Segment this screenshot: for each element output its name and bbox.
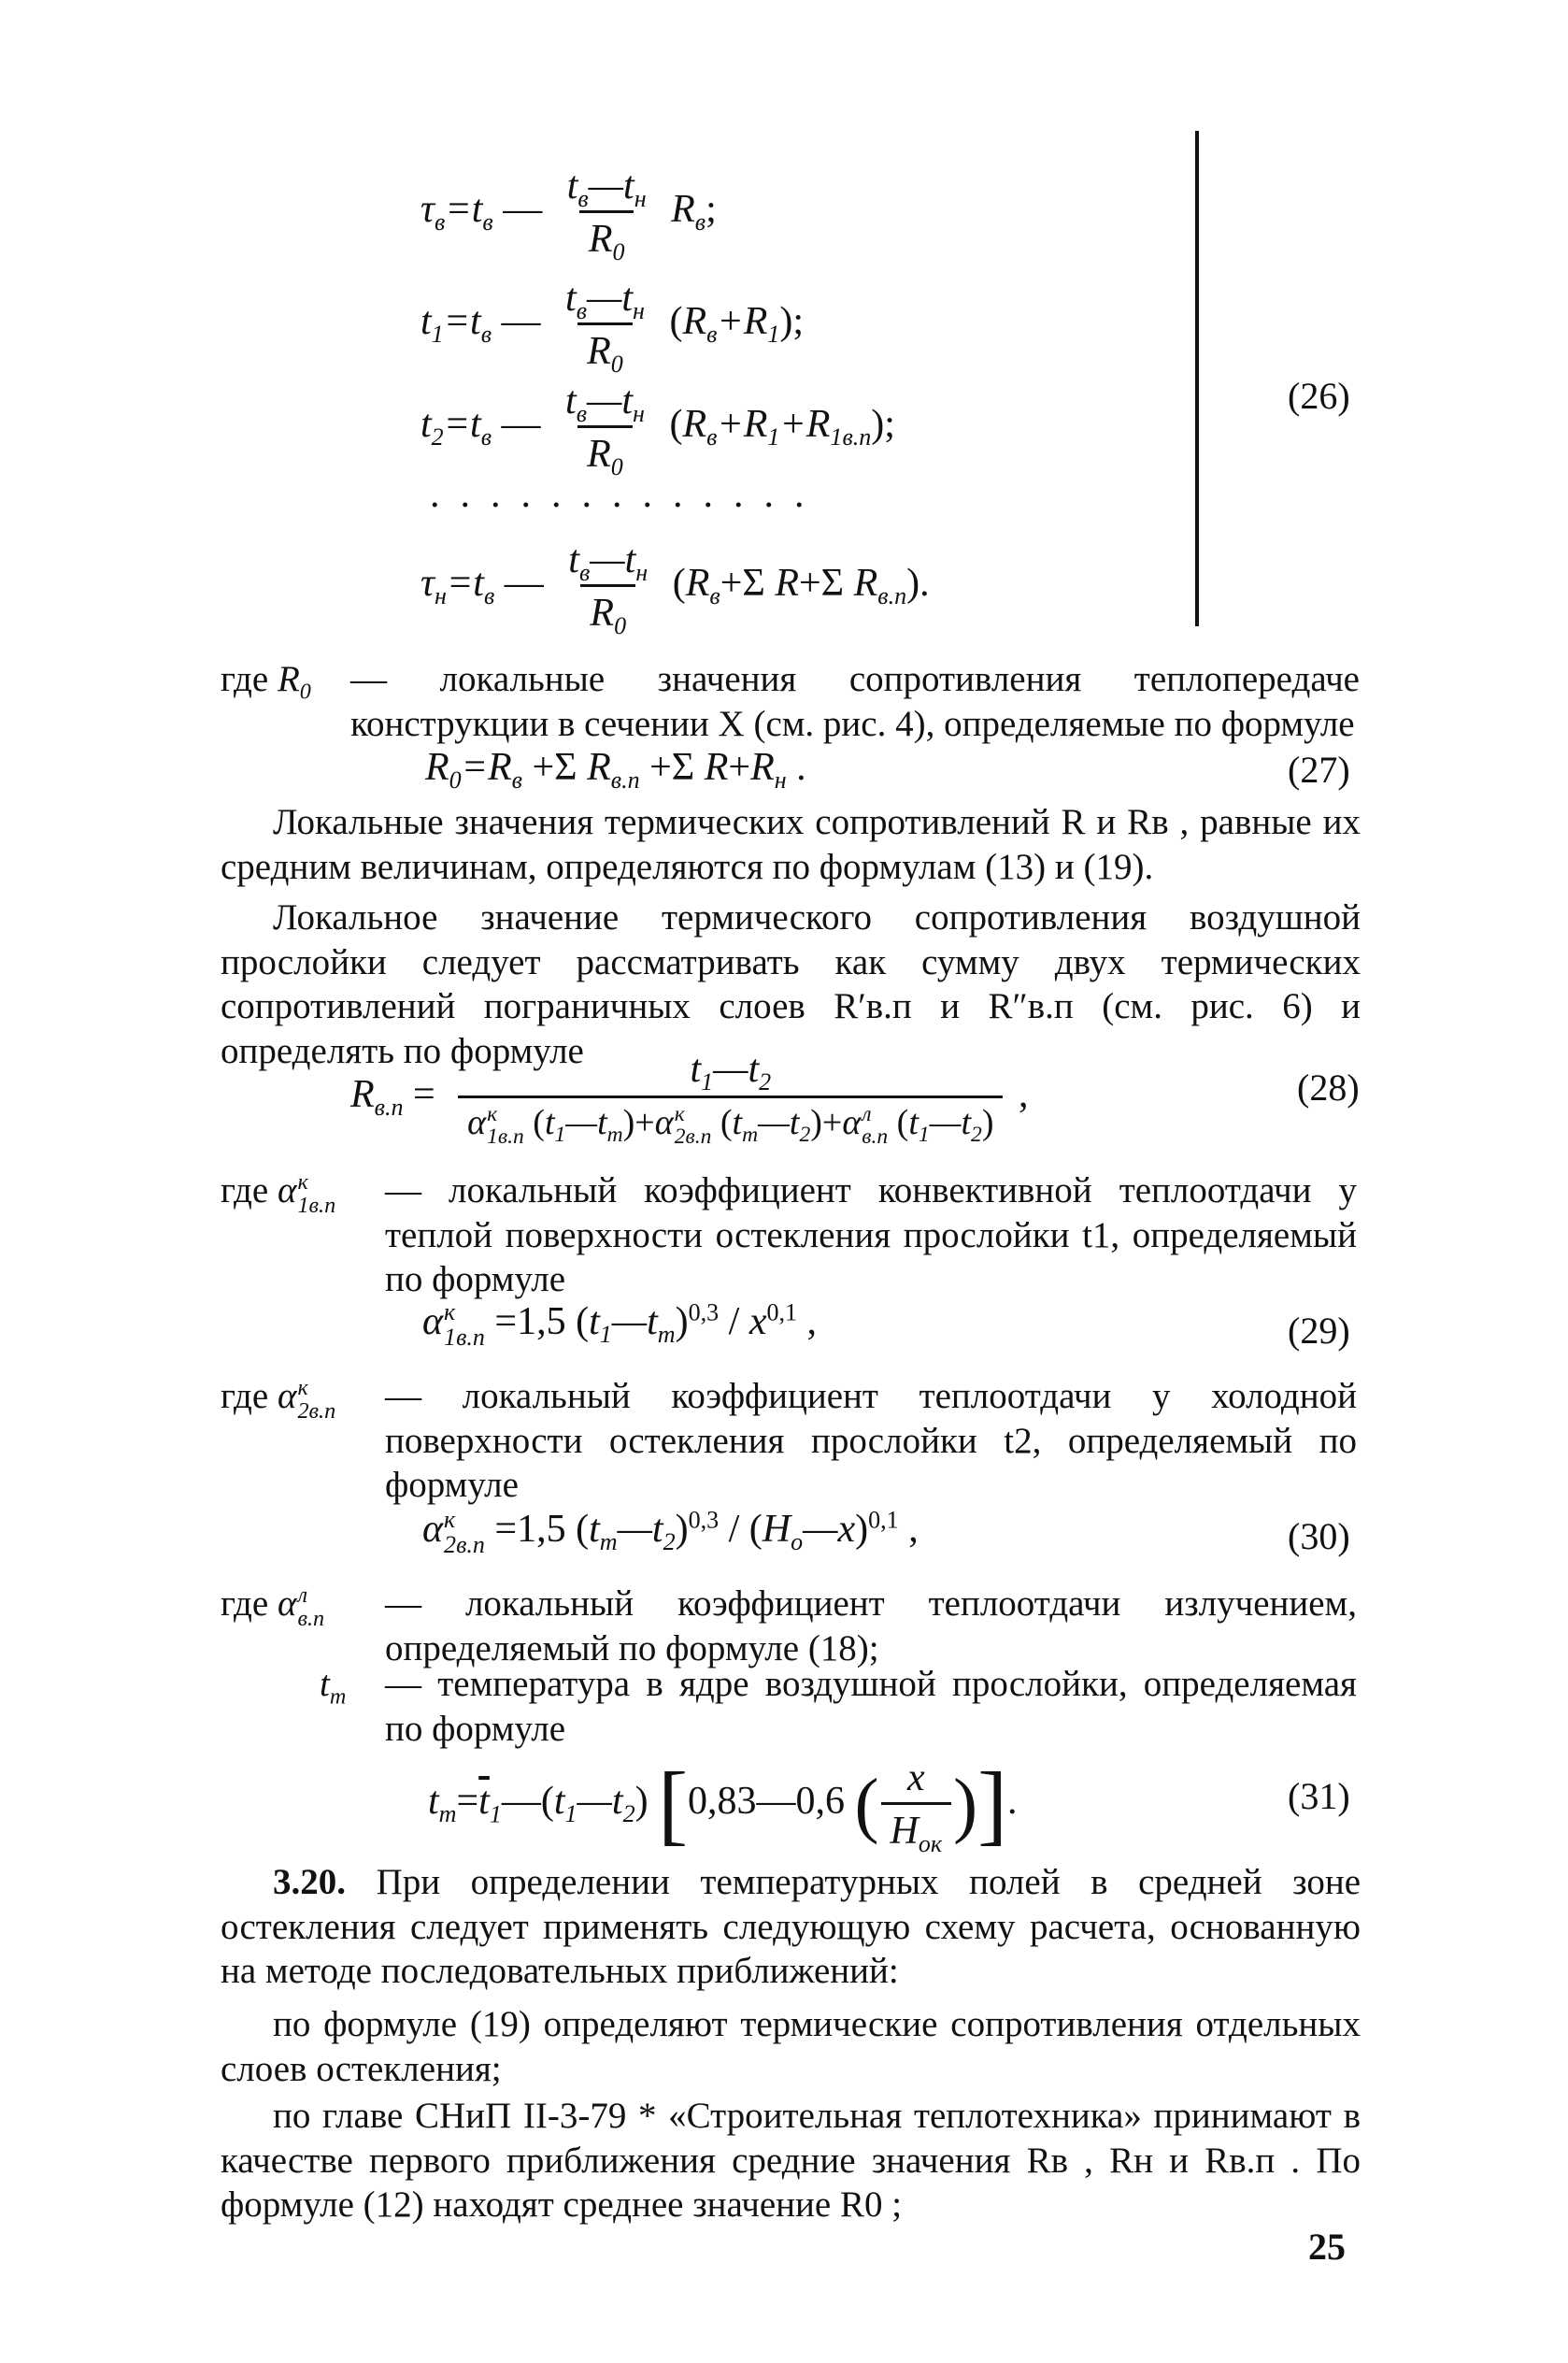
section-3-20-label: 3.20. xyxy=(273,1862,346,1902)
definition-alpha-rad-label: где α л в.п xyxy=(221,1582,325,1632)
definition-alpha2-label: где α к 2в.п xyxy=(221,1374,336,1425)
equation-28: $R_{в.п}$ = $t_1—t_2$ α к 1в.п $(t_1—t_m)+\alpha$ к 2в.п $(t_m—t_2)+\alpha$ л в.п $(t_1—t_2)$ , xyxy=(350,1048,1029,1150)
paragraph-air-gap-resistance: Локальное значение термического сопротивления воздушной прослойки следует рассматривать как сумму двух термических сопротивлений пограничных слоев R′в.п и R″в.п (см. рис. 6) и определять по формуле xyxy=(221,897,1361,1071)
equation-system-bar xyxy=(1195,131,1199,626)
equation-26-ellipsis: ............. xyxy=(430,473,825,516)
section-3-20-text: При определении температурных полей в средней зоне остекления следует применять следующую схему расчета, основанную на методе последовательных приближений: xyxy=(221,1862,1361,1992)
equation-26-row-4: $\tau_н=t_в$ — $\frac{t_в—t_н}{R_0}$ ($R_в+\Sigma$ R+Σ $R_{в.п}$). xyxy=(421,538,930,640)
definition-alpha2-text: — локальный коэффициент теплоотдачи у холодной поверхности остекления прослойки t2, определяемый по формуле xyxy=(385,1376,1357,1506)
definition-tm-label: $t_m$ xyxy=(320,1664,347,1710)
definition-alpha1-text: — локальный коэффициент конвективной теплоотдачи у теплой поверхности остекления прослойки t1, определяемый по формуле xyxy=(385,1170,1357,1300)
equation-number-29: (29) xyxy=(1288,1310,1350,1352)
equation-31: $t_m=\overline{t}_1—(t_1—t_2)$ [0,83—0,6 ( $\frac{x}{H_{ок}}$ )]. xyxy=(428,1754,1018,1858)
equation-26-row-1: $\tau_в=t_в$ — $\frac{t_в—t_н}{R_0}$ $R_в$; xyxy=(421,165,717,266)
page-number: 25 xyxy=(1308,2226,1346,2268)
definition-tm-text: — температура в ядре воздушной прослойки, определяемая по формуле xyxy=(385,1664,1357,1749)
definition-r0-label: где $R_0$ xyxy=(221,659,311,705)
equation-29: α к 1в.п =1,5 $(t_1—t_m)^{0,3} / x^{0,1}$ , xyxy=(422,1298,818,1352)
paragraph-local-resistances: Локальные значения термических сопротивлений R и Rв , равные их средним величинам, определяются по формулам (13) и (19). xyxy=(221,802,1361,887)
definition-r0-text: — локальные значения сопротивления теплопередаче конструкции в сечении X (см. рис. 4), определяемые по формуле xyxy=(350,659,1360,744)
equation-number-28: (28) xyxy=(1297,1067,1360,1109)
equation-26-row-3: $t_2=t_в$ — $\frac{t_в—t_н}{R_0}$ $(R_в+R_1+R_{1в.п})$; xyxy=(421,380,895,481)
definition-alpha-rad-text: — локальный коэффициент теплоотдачи излучением, определяемый по формуле (18); xyxy=(385,1583,1357,1668)
definition-alpha1-label: где α к 1в.п xyxy=(221,1168,336,1219)
step-first-approximation: по главе СНиП II-3-79 * «Строительная теплотехника» принимают в качестве первого приближения средние значения Rв , Rн и Rв.п . По формуле (12) находят среднее значение R0 ; xyxy=(221,2096,1361,2226)
equation-26-row-2: $t_1=t_в$ — $\frac{t_в—t_н}{R_0}$ $(R_в+R_1)$; xyxy=(421,277,805,379)
equation-27: $R_0=R_в +\Sigma$ $R_{в.п} +\Sigma$ $R+R_н$ . xyxy=(425,746,806,795)
step-thermal-resistances: по формуле (19) определяют термические сопротивления отдельных слоев остекления; xyxy=(221,2004,1361,2089)
equation-number-30: (30) xyxy=(1288,1515,1350,1557)
section-3-20 xyxy=(221,1860,1361,1994)
equation-number-26: (26) xyxy=(1288,375,1350,417)
equation-number-31: (31) xyxy=(1288,1775,1350,1817)
equation-30: α к 2в.п =1,5 $(t_m—t_2)^{0,3}$ / $(H_o—x)^{0,1}$ , xyxy=(422,1506,919,1559)
equation-number-27: (27) xyxy=(1288,749,1350,791)
